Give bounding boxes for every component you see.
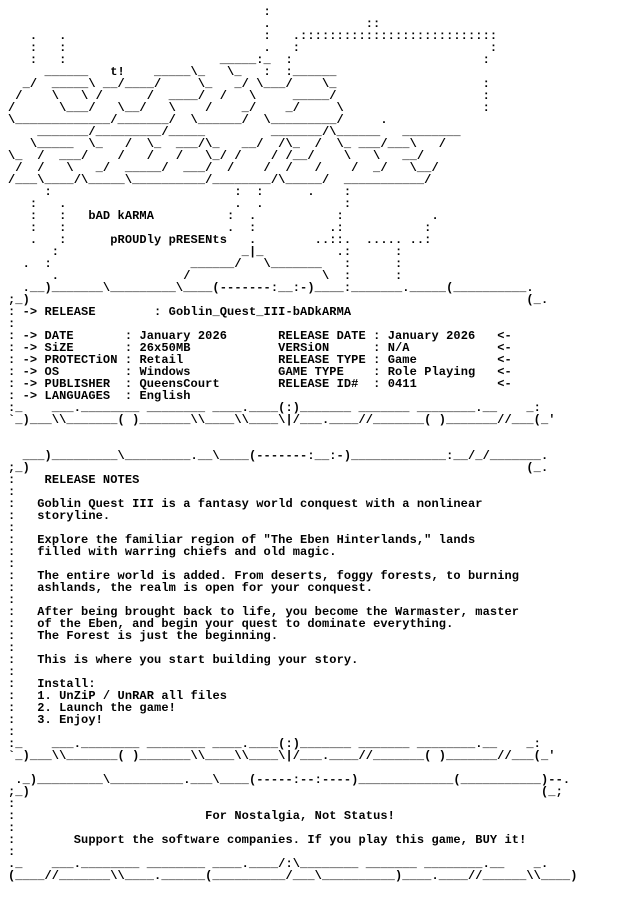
info-value: January 2026: [387, 329, 498, 343]
notes-text: The entire world is added. From deserts, foggy forests, to burning: [37, 569, 520, 583]
notes-heading-row: : RELEASE NOTES: [8, 473, 140, 487]
notes-line: : Goblin Quest III is a fantasy world conquest with a nonlinear: [8, 497, 483, 511]
notes-text: Explore the familiar region of "The Eben Hinterlands," lands: [37, 533, 476, 547]
footer-slogan-row: : For Nostalgia, Not Status!: [8, 809, 395, 823]
info-label: DATE: [44, 329, 118, 343]
logo-art-line: : _|_ .: :: [8, 245, 403, 259]
box-border-top: ;_) (_;: [8, 785, 563, 799]
logo-art-line: /___\____/\_____\__________/________/\_____/ ___________/: [8, 173, 432, 187]
logo-art-line: : . . . :: [8, 197, 352, 211]
box-border-bottom: ._ ___.________ ________ ____.____/:\________ _______ ________.__ _.: [8, 857, 549, 871]
notes-line: : After being brought back to life, you become the Warmaster, master: [8, 605, 520, 619]
logo-art-line: : : _____:_ : :: [8, 53, 490, 67]
notes-text: ashlands, the realm is open for your conquest.: [37, 581, 374, 595]
logo-art-line: _______/_________/_____ _______/\______ ________: [8, 125, 461, 139]
blank-line: :: [8, 821, 16, 835]
notes-line: : Install:: [8, 677, 96, 691]
box-border: [8, 414, 578, 426]
notes-line: : filled with warring chiefs and old magic.: [8, 545, 337, 559]
info-label: PROTECTiON: [44, 353, 118, 367]
info-value: January 2026: [139, 329, 279, 343]
notes-text: 3. Enjoy!: [37, 713, 103, 727]
release-info-row: : -> PUBLISHER : QueensCourt RELEASE ID# : 0411 <-: [8, 377, 512, 391]
logo-art-line: . / \ : :: [8, 269, 403, 283]
release-name: Goblin_Quest_III-bADkARMA: [168, 305, 352, 319]
notes-line: : Explore the familiar region of "The Eben Hinterlands," lands: [8, 533, 476, 547]
footer-support-row: : Support the software companies. If you play this game, BUY it!: [8, 833, 527, 847]
info-value: Retail: [139, 353, 279, 367]
logo-art-line: : : : . :: [8, 185, 352, 199]
box-border: [8, 870, 578, 882]
blank-line: [8, 426, 578, 438]
logo-art-line: : : bAD kARMA : . : .: [8, 209, 439, 223]
release-title-row: : -> RELEASE : Goblin_Quest_III-bADkARMA: [8, 305, 352, 319]
nfo-art: [0, 6, 578, 882]
logo-art-line: :: [8, 5, 271, 19]
info-label: RELEASE DATE: [278, 329, 366, 343]
box-border-bottom: `_)___\\_______( )_______\\____\\____\|/___.____//_______( )_______//___(_': [8, 749, 556, 763]
info-value: QueensCourt: [139, 377, 279, 391]
blank-line: :: [8, 797, 16, 811]
info-value: 26x50MB: [139, 341, 279, 355]
notes-text: After being brought back to life, you become the Warmaster, master: [37, 605, 520, 619]
blank-line: :: [8, 485, 16, 499]
notes-text: Install:: [37, 677, 96, 691]
blank-line: :: [8, 725, 16, 739]
blank-line: :: [8, 557, 16, 571]
notes-text: filled with warring chiefs and old magic.: [37, 545, 337, 559]
box-border-bottom: `_)___\\_______( )_______\\____\\____\|/___.____//_______( )_______//___(_': [8, 413, 556, 427]
box-border-top: ___)_________\_________.__\____(-------:__:-)_____________:__/_/_______.: [8, 449, 549, 463]
logo-art-line: \_____ \_ / \_ ___/\_ __/ /\_ / \_ ___/___\ /: [8, 137, 447, 151]
logo-art-line: _/ _____\ __/____/ \_ _/ \___/ \_ :: [8, 77, 490, 91]
logo-art-line: . : ______/ \_______ : :: [8, 257, 403, 271]
logo-art-line: : : . : .: :: [8, 221, 432, 235]
box-border-top: .__)_______\_________\____(-------:__:-)____:_______._____(__________.: [8, 281, 534, 295]
blank-line: :: [8, 317, 16, 331]
logo-art-line: ______ t! _____\_ \_ : :______: [8, 65, 337, 79]
notes-line: : This is where you start building your story.: [8, 653, 359, 667]
notes-line: : 1. UnZiP / UnRAR all files: [8, 689, 228, 703]
notes-line: : 3. Enjoy!: [8, 713, 103, 727]
box-border-bottom: :_ ___.________ ________ ____.____(:)_______ _______ ________.__ _:: [8, 737, 541, 751]
blank-line: :: [8, 521, 16, 535]
info-label: PUBLISHER: [44, 377, 118, 391]
logo-art-line: . : pROUDly pRESENts . ..::. ..... ..:: [8, 233, 432, 247]
footer-support: Support the software companies. If you play this game, BUY it!: [73, 833, 527, 847]
notes-line: : 2. Launch the game!: [8, 701, 176, 715]
box-border-top: ._)_________\__________.___\____(-----:--:----)_____________(___________)--.: [8, 773, 571, 787]
info-value: N/A: [387, 341, 498, 355]
info-label: RELEASE TYPE: [278, 353, 366, 367]
release-info-row: : -> PROTECTiON : Retail RELEASE TYPE : Game <-: [8, 353, 512, 367]
box-border: [8, 786, 578, 798]
notes-text: storyline.: [37, 509, 111, 523]
box-border-bottom: (____//_______\\____.______(__________/___\__________)____.____//______\\____): [8, 869, 578, 883]
notes-line: : storyline.: [8, 509, 111, 523]
release-label: RELEASE: [44, 305, 147, 319]
info-label: LANGUAGES: [44, 389, 118, 403]
logo-art-line: : : . : :: [8, 41, 498, 55]
info-label: OS: [44, 365, 118, 379]
notes-line: : of the Eben, and begin your quest to dominate everything.: [8, 617, 454, 631]
logo-art-line: . . : .:::::::::::::::::::::::::::: [8, 29, 498, 43]
info-value: 0411: [387, 377, 498, 391]
notes-text: This is where you start building your story.: [37, 653, 359, 667]
logo-art-line: \_____________/_______/ \______/ \_________/ .: [8, 113, 388, 127]
logo-art-line: \_ / ___/ / / / \_/ / / /__/ \ \ __/: [8, 149, 425, 163]
release-info-row: : -> SiZE : 26x50MB VERSiON : N/A <-: [8, 341, 512, 355]
blank-line: :: [8, 593, 16, 607]
info-value: Game: [387, 353, 498, 367]
notes-line: : ashlands, the realm is open for your conquest.: [8, 581, 374, 595]
logo-art-line: / \___/ \__/ \ / _/ _/ \ :: [8, 101, 490, 115]
box-border-top: ;_) (_.: [8, 293, 549, 307]
notes-heading: RELEASE NOTES: [44, 473, 140, 487]
info-label: VERSiON: [278, 341, 366, 355]
info-value: English: [139, 389, 279, 403]
notes-line: : The Forest is just the beginning.: [8, 629, 279, 643]
footer-slogan: For Nostalgia, Not Status!: [205, 809, 395, 823]
logo-art-line: . ::: [8, 17, 381, 31]
info-value: Role Playing: [387, 365, 498, 379]
blank-line: :: [8, 665, 16, 679]
notes-text: 2. Launch the game!: [37, 701, 176, 715]
blank-line: :: [8, 845, 16, 859]
info-label: RELEASE ID#: [278, 377, 366, 391]
notes-line: : The entire world is added. From deserts, foggy forests, to burning: [8, 569, 520, 583]
box-border: [8, 750, 578, 762]
box-border-bottom: :_ ___.________ ________ ____.____(:)_______ _______ ________.__ _:: [8, 401, 541, 415]
info-label: SiZE: [44, 341, 118, 355]
notes-text: Goblin Quest III is a fantasy world conquest with a nonlinear: [37, 497, 483, 511]
info-label: GAME TYPE: [278, 365, 366, 379]
release-info-row: : -> DATE : January 2026 RELEASE DATE : January 2026 <-: [8, 329, 512, 343]
logo-art-line: / \ \ / / ____/ / \ _____/ :: [8, 89, 490, 103]
notes-text: The Forest is just the beginning.: [37, 629, 279, 643]
info-value: Windows: [139, 365, 279, 379]
blank-line: :: [8, 641, 16, 655]
release-info-row: : -> OS : Windows GAME TYPE : Role Playing <-: [8, 365, 512, 379]
box-border-top: ;_) (_.: [8, 461, 549, 475]
release-info-row: : -> LANGUAGES : English: [8, 389, 279, 403]
logo-art-line: / / \ _/ _____/ ___/ / / / / / _/ \__/: [8, 161, 439, 175]
notes-text: 1. UnZiP / UnRAR all files: [37, 689, 228, 703]
notes-text: of the Eben, and begin your quest to dominate everything.: [37, 617, 454, 631]
